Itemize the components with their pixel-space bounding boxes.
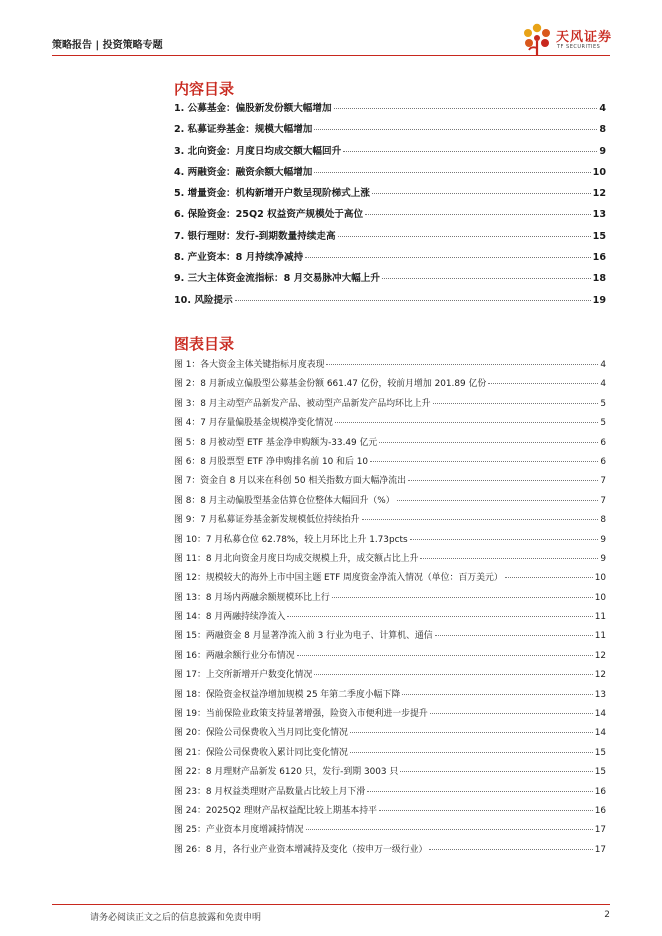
contents-entry-page: 8 <box>599 124 606 136</box>
figure-entry-page: 17 <box>594 844 606 855</box>
dot-leader <box>408 480 598 481</box>
figure-entry-page: 4 <box>600 379 606 390</box>
figure-entry-title: 图 20：保险公司保费收入当月同比变化情况 <box>174 728 348 739</box>
figure-entry-title: 图 18：保险资金权益净增加规模 25 年第二季度小幅下降 <box>174 689 401 700</box>
company-logo <box>520 22 620 58</box>
dot-leader <box>435 635 593 636</box>
figure-entry-title: 图 3：8 月主动型产品新发产品、被动型产品新发产品均环比上升 <box>174 398 431 409</box>
figure-entry[interactable] <box>174 551 606 570</box>
dot-leader <box>338 236 591 237</box>
figure-entry-page: 4 <box>600 360 606 370</box>
figure-entry[interactable] <box>174 435 606 454</box>
dot-leader <box>287 616 592 617</box>
dot-leader <box>379 442 598 443</box>
logo-name-en: TF SECURITIES <box>557 44 601 50</box>
logo-name-cn: 天风证券 <box>556 30 613 45</box>
figure-entry-page: 5 <box>600 418 606 429</box>
contents-entry-page: 15 <box>592 230 606 242</box>
contents-entry-title: 2. 私募证券基金：规模大幅增加 <box>174 124 313 136</box>
figure-entry-title: 图 16：两融余额行业分布情况 <box>174 650 295 661</box>
figure-entry-page: 10 <box>594 592 606 603</box>
dot-leader <box>334 108 598 109</box>
dot-leader <box>326 364 598 365</box>
figure-entry[interactable] <box>174 473 606 492</box>
contents-entry-title: 4. 两融资金：融资余额大幅增加 <box>174 166 313 178</box>
figure-entry-page: 5 <box>600 398 606 409</box>
dot-leader <box>314 129 597 130</box>
dot-leader <box>350 732 593 733</box>
figure-entry-page: 6 <box>600 437 606 448</box>
figure-entry-page: 9 <box>600 553 606 564</box>
figure-entry-page: 15 <box>594 747 606 758</box>
dot-leader <box>370 461 598 462</box>
dot-leader <box>350 752 593 753</box>
contents-entry-page: 16 <box>592 252 606 264</box>
contents-entry-title: 3. 北向资金：月度日均成交额大幅回升 <box>174 145 342 157</box>
figure-entry-title: 图 11：8 月北向资金月度日均成交规模上升，成交额占比上升 <box>174 553 419 564</box>
figure-entry-page: 12 <box>594 650 606 661</box>
figure-entry-title: 图 10：7 月私募仓位 62.78%，较上月环比上升 1.73pcts <box>174 534 408 545</box>
figure-entry-title: 图 19：当前保险业政策支持显著增强，险资入市便利进一步提升 <box>174 709 428 720</box>
figure-entry-page: 13 <box>594 689 606 700</box>
figure-entry[interactable] <box>174 725 606 744</box>
figure-entry[interactable] <box>174 648 606 667</box>
dot-leader <box>400 771 592 772</box>
dot-leader <box>305 257 590 258</box>
dot-leader <box>433 403 599 404</box>
footer-disclaimer: 请务必阅读正文之后的信息披露和免责申明 <box>90 913 262 923</box>
figure-entry[interactable] <box>174 609 606 628</box>
page-number: 2 <box>604 910 610 920</box>
dot-leader <box>235 300 591 301</box>
figure-entry[interactable] <box>174 532 606 551</box>
figure-entry-title: 图 8：8 月主动偏股型基金估算仓位整体大幅回升（%） <box>174 495 395 506</box>
figure-entry-page: 16 <box>594 786 606 797</box>
contents-list <box>174 100 606 313</box>
dot-leader <box>372 193 591 194</box>
figure-entry-title: 图 22：8 月理财产品新发 6120 只，发行-到期 3003 只 <box>174 767 399 778</box>
figure-entry-title: 图 6：8 月股票型 ETF 净申购排名前 10 和后 10 <box>174 456 369 467</box>
figure-entry-title: 图 4：7 月存量偏股基金规模净变化情况 <box>174 418 333 429</box>
contents-heading: 内容目录 <box>174 80 235 98</box>
figure-entry[interactable] <box>174 667 606 686</box>
figure-entry-title: 图 13：8 月场内两融余额规模环比上行 <box>174 592 330 603</box>
contents-entry-title: 7. 银行理财：发行-到期数量持续走高 <box>174 230 336 242</box>
figure-entry-page: 7 <box>600 495 606 506</box>
figure-entry-title: 图 25：产业资本月度增减持情况 <box>174 825 304 836</box>
figure-entry[interactable] <box>174 822 606 841</box>
contents-entry[interactable] <box>174 228 606 249</box>
figure-entry-page: 16 <box>594 805 606 816</box>
figure-entry-title: 图 2：8 月新成立偏股型公募基金份额 661.47 亿份，较前月增加 201.89 亿份 <box>174 379 487 390</box>
figure-entry[interactable] <box>174 764 606 783</box>
contents-entry-title: 1. 公募基金：偏股新发份额大幅增加 <box>174 103 332 114</box>
contents-entry[interactable] <box>174 100 606 121</box>
contents-entry-page: 10 <box>592 166 606 178</box>
figure-entry-title: 图 9：7 月私募证券基金新发规模低位持续抬升 <box>174 515 360 526</box>
figure-entry-page: 8 <box>600 515 606 526</box>
dot-leader <box>397 500 599 501</box>
dot-leader <box>306 829 593 830</box>
figure-entry[interactable] <box>174 357 606 376</box>
report-breadcrumb: 策略报告 | 投资策略专题 <box>52 40 163 51</box>
figure-entry-page: 11 <box>594 631 606 642</box>
figures-list <box>174 357 606 861</box>
dot-leader <box>488 383 598 384</box>
figure-entry-page: 12 <box>594 670 606 681</box>
dot-leader <box>429 849 592 850</box>
dot-leader <box>379 810 593 811</box>
flower-logo-icon <box>520 22 554 56</box>
dot-leader <box>343 151 597 152</box>
dot-leader <box>367 791 592 792</box>
contents-entry-title: 9. 三大主体资金流指标：8 月交易脉冲大幅上升 <box>174 273 380 285</box>
dot-leader <box>382 278 591 279</box>
figure-entry[interactable] <box>174 415 606 434</box>
figure-entry[interactable] <box>174 454 606 473</box>
header-divider <box>52 55 610 56</box>
figure-entry-page: 14 <box>594 728 606 739</box>
dot-leader <box>420 558 598 559</box>
figure-entry[interactable] <box>174 784 606 803</box>
figure-entry-page: 6 <box>600 456 606 467</box>
dot-leader <box>505 577 593 578</box>
figure-entry[interactable] <box>174 745 606 764</box>
figure-entry-title: 图 24：2025Q2 理财产品权益配比较上期基本持平 <box>174 805 378 816</box>
figure-entry[interactable] <box>174 570 606 589</box>
footer-divider <box>52 904 610 905</box>
contents-entry[interactable] <box>174 292 606 313</box>
dot-leader <box>362 519 599 520</box>
figure-entry-page: 11 <box>594 612 606 623</box>
contents-entry-page: 19 <box>592 294 606 306</box>
contents-entry[interactable] <box>174 143 606 164</box>
figure-entry-title: 图 7：资金自 8 月以来在科创 50 相关指数方面大幅净流出 <box>174 476 406 487</box>
figure-entry[interactable] <box>174 803 606 822</box>
figure-entry-title: 图 1：各大资金主体关键指标月度表现 <box>174 360 325 370</box>
figure-entry[interactable] <box>174 512 606 531</box>
figure-entry-title: 图 14：8 月两融持续净流入 <box>174 612 286 623</box>
contents-entry[interactable] <box>174 270 606 291</box>
figure-entry-page: 9 <box>600 534 606 545</box>
contents-entry-page: 18 <box>592 273 606 285</box>
dot-leader <box>410 539 599 540</box>
contents-entry-page: 4 <box>599 103 606 114</box>
figure-entry[interactable] <box>174 493 606 512</box>
figure-entry-title: 图 17：上交所新增开户数变化情况 <box>174 670 313 681</box>
contents-entry-page: 12 <box>592 188 606 200</box>
contents-entry-title: 8. 产业资本：8 月持续净减持 <box>174 252 304 264</box>
contents-entry-page: 13 <box>592 209 606 221</box>
figure-entry-page: 17 <box>594 825 606 836</box>
dot-leader <box>297 655 593 656</box>
figure-entry[interactable] <box>174 590 606 609</box>
dot-leader <box>314 172 590 173</box>
figure-entry-title: 图 5：8 月被动型 ETF 基金净申购额为-33.49 亿元 <box>174 437 378 448</box>
figure-entry-title: 图 23：8 月权益类理财产品数量占比较上月下滑 <box>174 786 366 797</box>
figure-entry[interactable] <box>174 706 606 725</box>
contents-entry-title: 10. 风险提示 <box>174 294 233 306</box>
figure-entry-title: 图 21：保险公司保费收入累计同比变化情况 <box>174 747 348 758</box>
contents-entry[interactable] <box>174 206 606 227</box>
contents-entry-title: 5. 增量资金：机构新增开户数呈现阶梯式上涨 <box>174 188 370 200</box>
figure-entry-title: 图 26：8 月，各行业产业资本增减持及变化（按申万一级行业） <box>174 844 428 855</box>
figure-entry-title: 图 12：规模较大的海外上市中国主题 ETF 周度资金净流入情况（单位：百万美元） <box>174 573 503 584</box>
figure-entry[interactable] <box>174 628 606 647</box>
figure-entry-title: 图 15：两融资金 8 月显著净流入前 3 行业为电子、计算机、通信 <box>174 631 433 642</box>
contents-entry[interactable] <box>174 121 606 142</box>
figure-entry[interactable] <box>174 396 606 415</box>
dot-leader <box>430 713 593 714</box>
figure-entry-page: 15 <box>594 767 606 778</box>
contents-entry[interactable] <box>174 249 606 270</box>
figure-entry-page: 7 <box>600 476 606 487</box>
dot-leader <box>335 422 598 423</box>
dot-leader <box>314 674 592 675</box>
contents-entry[interactable] <box>174 164 606 185</box>
figure-entry[interactable] <box>174 376 606 395</box>
contents-entry-title: 6. 保险资金：25Q2 权益资产规模处于高位 <box>174 209 364 221</box>
figure-entry-page: 10 <box>594 573 606 584</box>
dot-leader <box>332 597 593 598</box>
figure-entry[interactable] <box>174 687 606 706</box>
figure-entry-page: 14 <box>594 709 606 720</box>
dot-leader <box>365 214 591 215</box>
contents-entry-page: 9 <box>599 145 606 157</box>
contents-entry[interactable] <box>174 185 606 206</box>
dot-leader <box>402 694 592 695</box>
figures-heading: 图表目录 <box>174 335 235 353</box>
figure-entry[interactable] <box>174 842 606 861</box>
